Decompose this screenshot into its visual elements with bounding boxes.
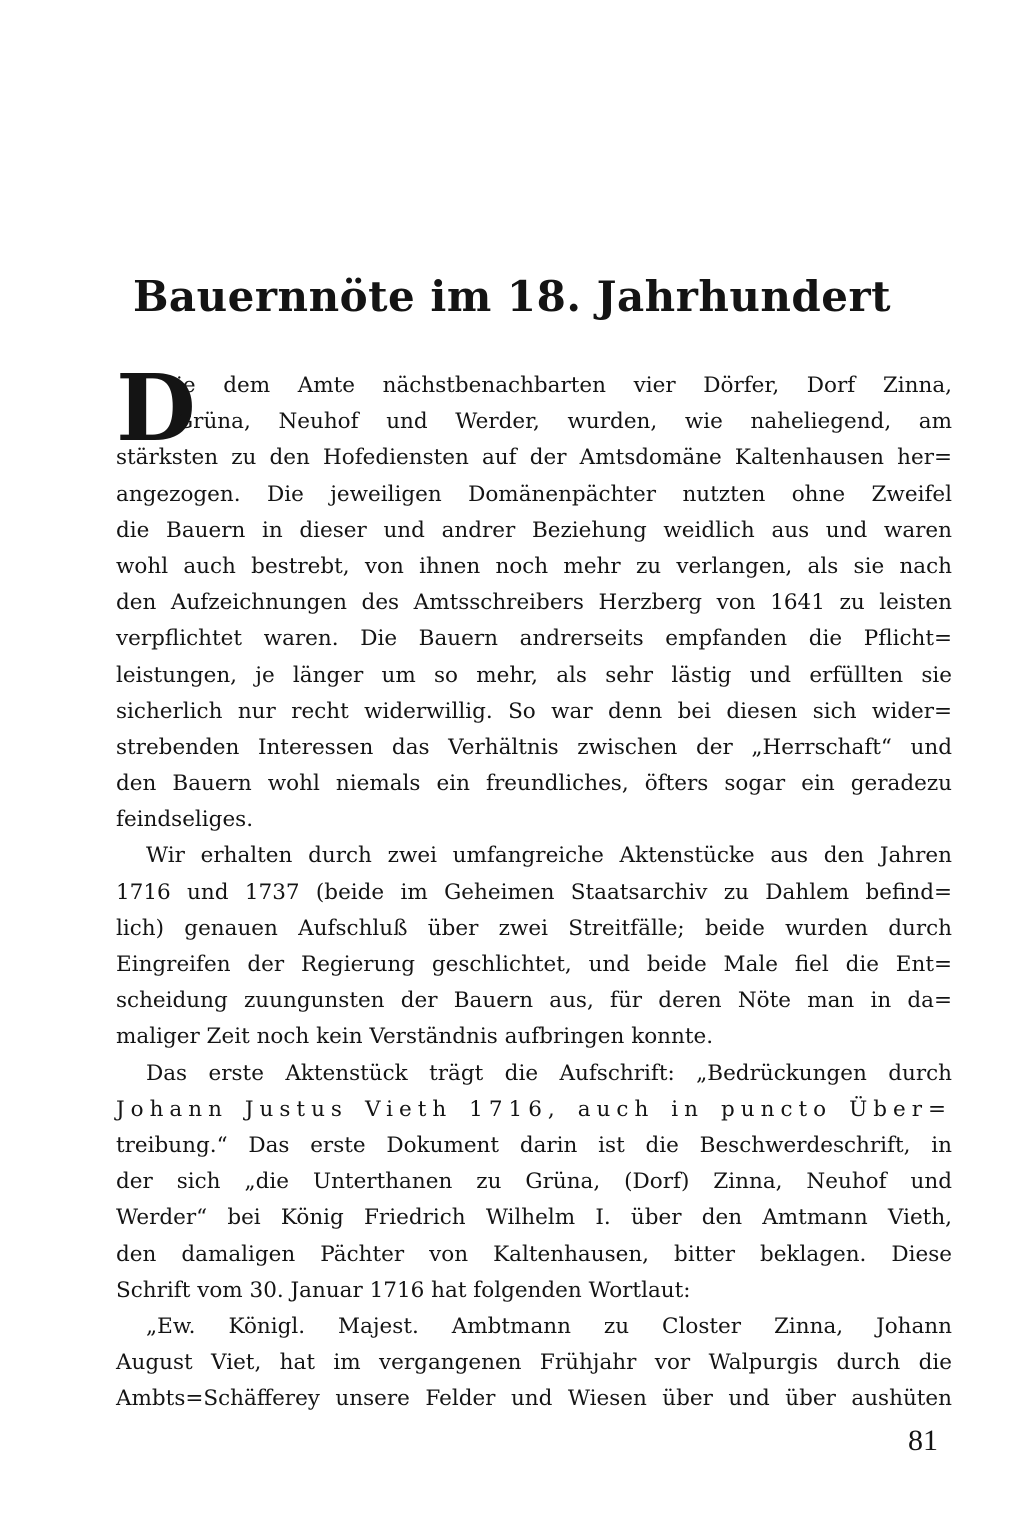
text-line: feindseliges. <box>116 807 254 833</box>
text-line: Wir erhalten durch zwei umfangreiche Aktenstücke aus den Jahren <box>146 843 952 869</box>
text-line: Das erste Aktenstück trägt die Aufschrift: „Bedrückungen durch <box>146 1060 952 1086</box>
text-line: Johann Justus Vieth 1716, auch in puncto Über= <box>116 1096 952 1122</box>
text-line: „Ew. Königl. Majest. Ambtmann zu Closter Zinna, Johann <box>146 1313 952 1339</box>
text-line: leistungen, je länger um so mehr, als sehr lästig und erfüllten sie <box>116 662 952 688</box>
text-line: scheidung zuungunsten der Bauern aus, für deren Nöte man in da= <box>116 988 952 1014</box>
text-line: den Bauern wohl niemals ein freundliches, öfters sogar ein geradezu <box>116 771 952 797</box>
drop-cap-initial: D <box>116 354 196 462</box>
text-line: 1716 und 1737 (beide im Geheimen Staatsarchiv zu Dahlem befind= <box>116 879 952 905</box>
text-line: verpflichtet waren. Die Bauern andrerseits empfanden die Pflicht= <box>116 626 952 652</box>
page-number: 81 <box>908 1424 938 1457</box>
text-line: Eingreifen der Regierung geschlichtet, und beide Male fiel die Ent= <box>116 952 952 977</box>
text-line: treibung.“ Das erste Dokument darin ist die Beschwerdeschrift, in <box>116 1132 952 1158</box>
text-line: sicherlich nur recht widerwillig. So war denn bei diesen sich wider= <box>116 698 952 724</box>
text-line: Schrift vom 30. Januar 1716 hat folgenden Wortlaut: <box>116 1277 691 1303</box>
text-line: der sich „die Unterthanen zu Grüna, (Dorf) Zinna, Neuhof und <box>116 1169 952 1195</box>
text-line: Grüna, Neuhof und Werder, wurden, wie naheliegend, am <box>176 409 952 435</box>
text-line: den damaligen Pächter von Kaltenhausen, bitter beklagen. Diese <box>116 1241 952 1267</box>
text-line: August Viet, hat im vergangenen Frühjahr vor Walpurgis durch die <box>116 1350 952 1376</box>
text-line: Werder“ bei König Friedrich Wilhelm I. über den Amtmann Vieth, <box>116 1205 952 1231</box>
text-line: die Bauern in dieser und andrer Beziehung weidlich aus und waren <box>116 517 952 543</box>
text-line: wohl auch bestrebt, von ihnen noch mehr zu verlangen, als sie nach <box>116 553 952 579</box>
chapter-title: Bauernnöte im 18. Jahrhundert <box>132 272 892 321</box>
text-line: ie dem Amte nächstbenachbarten vier Dörfer, Dorf Zinna, <box>176 373 952 398</box>
text-line: maliger Zeit noch kein Verständnis aufbringen konnte. <box>116 1024 714 1050</box>
text-line: den Aufzeichnungen des Amtsschreibers Herzberg von 1641 zu leisten <box>116 590 952 616</box>
text-line: Ambts=Schäfferey unsere Felder und Wiesen über und über aushüten <box>116 1386 952 1412</box>
text-line: strebenden Interessen das Verhältnis zwischen der „Herrschaft“ und <box>116 734 952 760</box>
body-text <box>116 368 952 1417</box>
text-line: angezogen. Die jeweiligen Domänenpächter nutzten ohne Zweifel <box>116 481 952 507</box>
text-line: stärksten zu den Hofediensten auf der Amtsdomäne Kaltenhausen her= <box>116 445 952 471</box>
text-line: lich) genauen Aufschluß über zwei Streitfälle; beide wurden durch <box>116 915 952 941</box>
